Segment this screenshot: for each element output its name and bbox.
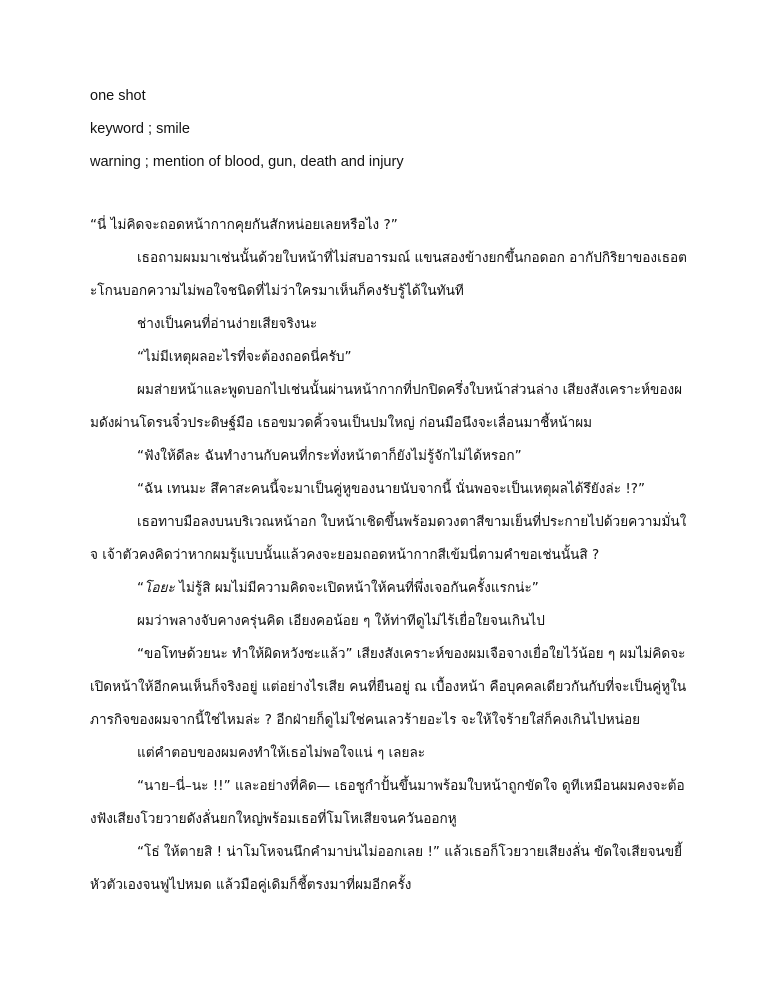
- story-body: [90, 209, 687, 902]
- meta-keyword: keyword ; smile: [90, 121, 190, 137]
- paragraph-2: เธอถามผมมาเช่นนั้นด้วยใบหน้าที่ไม่สบอารมณ์ แขนสองข้างยกขึ้นกอดอก อากัปกิริยาของเธอตะโกนบอกความไม่พอใจชนิดที่ไม่ว่าใครมาเห็นก็คงรับรู้ได้ในทันที: [90, 250, 688, 299]
- paragraph-11: “ขอโทษด้วยนะ ทำให้ผิดหวังซะแล้ว” เสียงสังเคราะห์ของผมเจือจางเยื่อใยไว้น้อย ๆ ผมไม่คิดจะเปิดหน้าให้อีกคนเห็นก็จริงอยู่ แต่อย่างไรเสีย คนที่ยืนอยู่ ณ เบื้องหน้า คือบุคคลเดียวกันกับที่จะเป็นคู่หูในภารกิจของผมจากนี้ใช่ไหมล่ะ ? อีกฝ่ายก็ดูไม่ใช่คนเลวร้ายอะไร จะให้ใจร้ายใส่ก็คงเกินไปหน่อย: [90, 646, 687, 728]
- header-meta: [90, 88, 687, 171]
- paragraph-6: “ฟังให้ดีละ ฉันทำงานกับคนที่กระทั่งหน้าตาก็ยังไม่รู้จักไม่ได้หรอก”: [137, 448, 522, 464]
- paragraph-9-italic-word: โอยะ: [144, 580, 175, 596]
- paragraph-4: “ไม่มีเหตุผลอะไรที่จะต้องถอดนี่ครับ”: [137, 349, 352, 365]
- paragraph-5: ผมส่ายหน้าและพูดบอกไปเช่นนั้นผ่านหน้ากากที่ปกปิดครึ่งใบหน้าส่วนล่าง เสียงสังเคราะห์ของผมดังผ่านโดรนจิ๋วประดิษฐ์มือ เธอขมวดคิ้วจนเป็นปมใหญ่ ก่อนมือนึงจะเลื่อนมาชี้หน้าผม: [90, 382, 683, 431]
- paragraph-12: แต่คำตอบของผมคงทำให้เธอไม่พอใจแน่ ๆ เลยละ: [137, 745, 426, 761]
- paragraph-7: “ฉัน เทนมะ สึคาสะคนนี้จะมาเป็นคู่หูของนายนับจากนี้ นั่นพอจะเป็นเหตุผลได้รึยังล่ะ !?”: [137, 481, 646, 497]
- paragraph-10: ผมว่าพลางจับคางครุ่นคิด เอียงคอน้อย ๆ ให้ท่าทีดูไม่ไร้เยื่อใยจนเกินไป: [137, 613, 545, 629]
- paragraph-14: “โธ่ ให้ตายสิ ! น่าโมโหจนนึกคำมาบ่นไม่ออกเลย !” แล้วเธอก็โวยวายเสียงลั่น ขัดใจเสียจนขยี้หัวตัวเองจนฟูไปหมด แล้วมือคู่เดิมก็ชี้ตรงมาที่ผมอีกครั้ง: [90, 844, 683, 893]
- paragraph-8: เธอทาบมือลงบนบริเวณหน้าอก ใบหน้าเชิดขึ้นพร้อมดวงตาสีขามเย็นที่ประกายไปด้วยความมั่นใจ เจ้าตัวคงคิดว่าหากผมรู้แบบนั้นแล้วคงจะยอมถอดหน้ากากสีเข้มนี่ตามคำขอเช่นนั้นสิ ?: [90, 514, 687, 563]
- paragraph-9-open-quote: “: [137, 580, 145, 596]
- paragraph-1: “นี่ ไม่คิดจะถอดหน้ากากคุยกันสักหน่อยเลยหรือไง ?”: [90, 217, 398, 233]
- paragraph-3: ช่างเป็นคนที่อ่านง่ายเสียจริงนะ: [137, 316, 318, 332]
- paragraph-9: [90, 572, 687, 605]
- meta-type: one shot: [90, 88, 146, 104]
- paragraph-9-rest: ไม่รู้สิ ผมไม่มีความคิดจะเปิดหน้าให้คนที่พึ่งเจอกันครั้งแรกน่ะ”: [174, 580, 539, 596]
- meta-warning: warning ; mention of blood, gun, death and injury: [90, 154, 404, 170]
- paragraph-13: “นาย–นี่–นะ !!” และอย่างที่คิด— เธอชูกำปั้นขึ้นมาพร้อมใบหน้าถูกขัดใจ ดูทีเหมือนผมคงจะต้องฟังเสียงโวยวายดังลั่นยกใหญ่พร้อมเธอที่โมโหเสียจนควันออกหู: [90, 778, 685, 827]
